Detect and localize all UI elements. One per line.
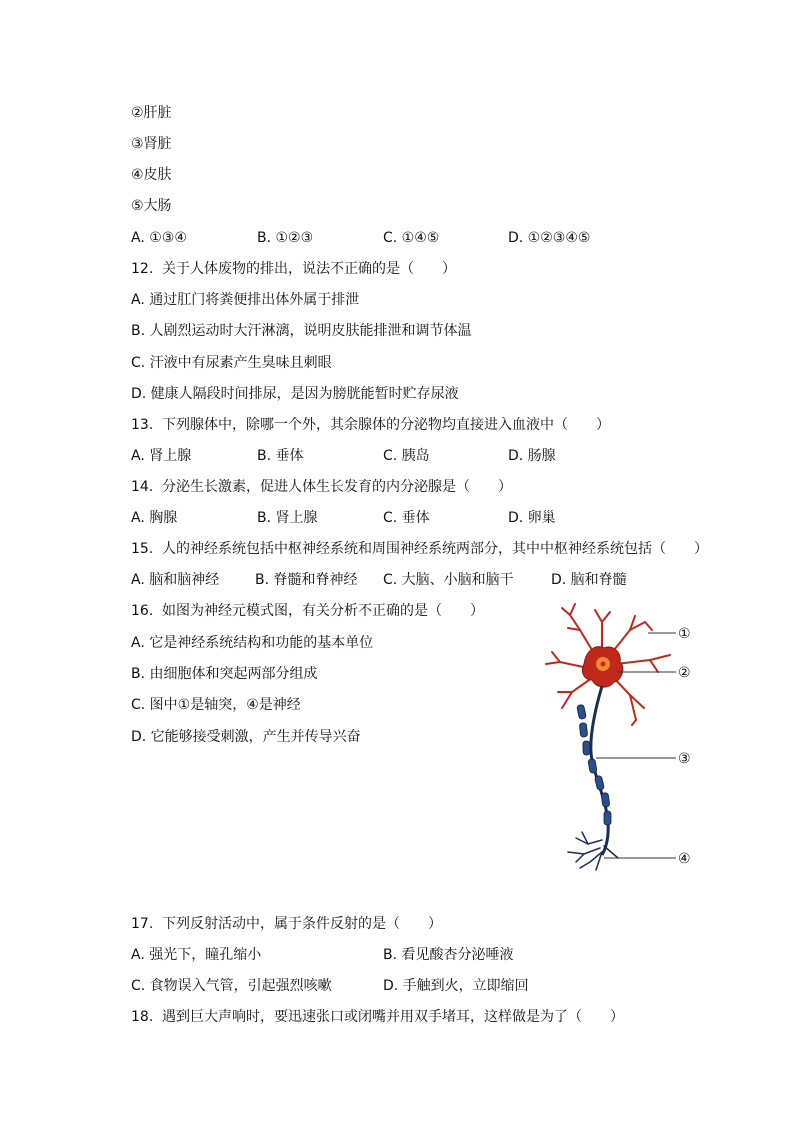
q12-option-a: A. 通过肛门将粪便排出体外属于排泄 <box>131 292 360 308</box>
question-number: 12. <box>131 261 154 277</box>
nucleolus <box>601 662 606 667</box>
q15-option-d: D. 脑和脊髓 <box>551 572 627 588</box>
figure-label-1: ① <box>678 626 691 642</box>
q17-option-c: C. 食物误入气管，引起强烈咳嗽 <box>131 978 332 994</box>
question-text: 如图为神经元模式图，有关分析不正确的是（ ） <box>162 603 484 619</box>
q11-option-c: C. ①④⑤ <box>383 230 440 246</box>
q11-option-a: A. ①③④ <box>131 230 187 246</box>
question-text: 关于人体废物的排出，说法不正确的是（ ） <box>162 261 456 277</box>
figure-label-4: ④ <box>678 851 691 867</box>
prev-item: ⑤大肠 <box>131 198 172 214</box>
q17-option-b: B. 看见酸杏分泌唾液 <box>383 947 514 963</box>
q14-option-b: B. 肾上腺 <box>257 510 318 526</box>
q17-option-a: A. 强光下，瞳孔缩小 <box>131 947 262 963</box>
q15-option-a: A. 脑和脑神经 <box>131 572 220 588</box>
q16-stem <box>131 602 484 620</box>
q15-option-b: B. 脊髓和脊神经 <box>255 572 358 588</box>
prev-item: ③肾脏 <box>131 136 172 152</box>
q16-option-c: C. 图中①是轴突，④是神经 <box>131 697 301 713</box>
q13-option-b: B. 垂体 <box>257 448 304 464</box>
q13-option-c: C. 胰岛 <box>383 448 430 464</box>
question-number: 14. <box>131 479 154 495</box>
q17-option-d: D. 手触到火，立即缩回 <box>383 978 529 994</box>
q12-stem <box>131 260 456 278</box>
question-number: 17. <box>131 916 154 932</box>
q15-stem <box>131 540 708 558</box>
question-number: 18. <box>131 1009 154 1025</box>
question-number: 15. <box>131 541 154 557</box>
q13-stem <box>131 416 610 434</box>
question-text: 分泌生长激素，促进人体生长发育的内分泌腺是（ ） <box>162 479 512 495</box>
q13-option-d: D. 肠腺 <box>508 448 556 464</box>
q16-option-a: A. 它是神经系统结构和功能的基本单位 <box>131 635 374 651</box>
q14-option-d: D. 卵巢 <box>508 510 556 526</box>
question-text: 遇到巨大声响时，要迅速张口或闭嘴并用双手堵耳，这样做是为了（ ） <box>162 1009 624 1025</box>
q18-stem <box>131 1008 624 1026</box>
prev-item: ④皮肤 <box>131 167 172 183</box>
q14-option-c: C. 垂体 <box>383 510 430 526</box>
q11-option-b: B. ①②③ <box>257 230 314 246</box>
q16-option-b: B. 由细胞体和突起两部分组成 <box>131 666 318 682</box>
q12-option-b: B. 人剧烈运动时大汗淋漓，说明皮肤能排泄和调节体温 <box>131 323 472 339</box>
q14-option-a: A. 胸腺 <box>131 510 178 526</box>
q15-option-c: C. 大脑、小脑和脑干 <box>383 572 514 588</box>
q11-option-d: D. ①②③④⑤ <box>508 230 591 246</box>
figure-label-2: ② <box>678 665 691 681</box>
question-text: 下列腺体中，除哪一个外，其余腺体的分泌物均直接进入血液中（ ） <box>162 417 610 433</box>
axon-terminals <box>568 832 618 870</box>
prev-item: ②肝脏 <box>131 105 172 121</box>
q13-option-a: A. 肾上腺 <box>131 448 192 464</box>
q12-option-c: C. 汗液中有尿素产生臭味且刺眼 <box>131 355 332 371</box>
q17-stem <box>131 915 442 933</box>
figure-label-3: ③ <box>678 751 691 767</box>
question-text: 下列反射活动中，属于条件反射的是（ ） <box>162 916 442 932</box>
q16-option-d: D. 它能够接受刺激，产生并传导兴奋 <box>131 729 361 745</box>
neuron-diagram <box>540 600 710 880</box>
question-text: 人的神经系统包括中枢神经系统和周围神经系统两部分，其中中枢神经系统包括（ ） <box>162 541 708 557</box>
question-number: 13. <box>131 417 154 433</box>
q12-option-d: D. 健康人隔段时间排尿，是因为膀胱能暂时贮存尿液 <box>131 386 459 402</box>
question-number: 16. <box>131 603 154 619</box>
q14-stem <box>131 478 512 496</box>
